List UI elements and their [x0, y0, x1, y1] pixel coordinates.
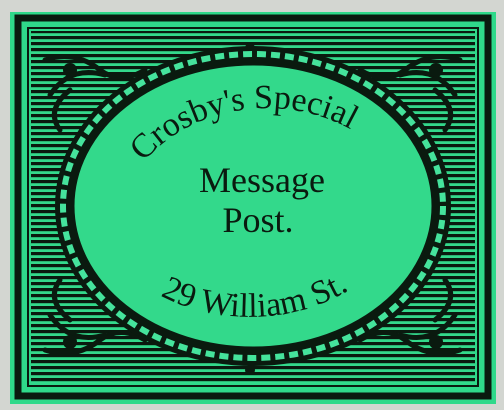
center-line-message: Message: [199, 160, 325, 200]
center-line-post: Post.: [222, 200, 294, 240]
arc-top-text: Crosby's Special: [122, 78, 365, 168]
arc-bottom-text: 29 William St.: [156, 264, 354, 325]
